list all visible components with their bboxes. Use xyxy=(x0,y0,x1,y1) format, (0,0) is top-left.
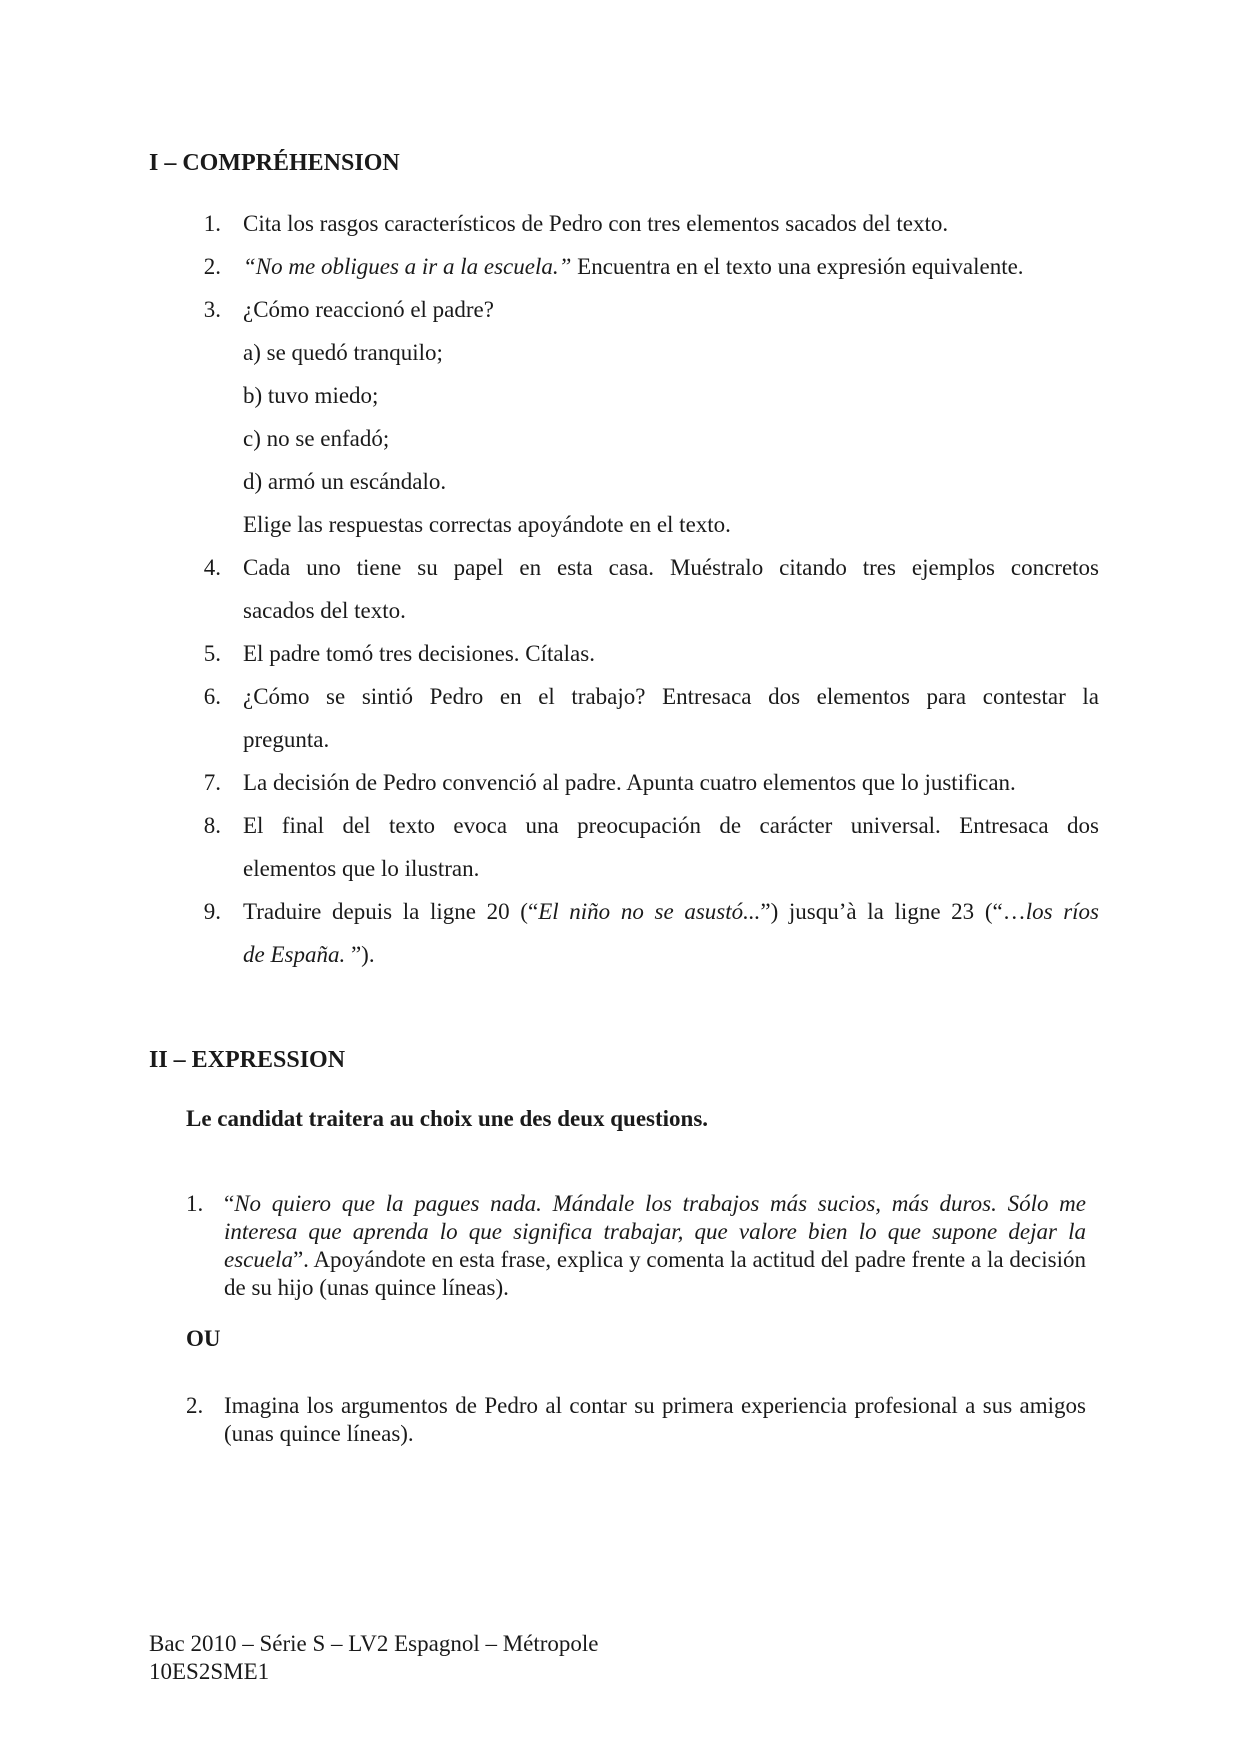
question-4 xyxy=(149,546,1099,589)
question-9 xyxy=(149,890,1099,933)
text-part: ”). xyxy=(345,942,375,967)
section-expression-title: II – EXPRESSION xyxy=(149,1047,346,1073)
question-text xyxy=(224,1190,1086,1302)
question-number: 1. xyxy=(186,1191,204,1216)
question-text: Cita los rasgos característicos de Pedro con tres elementos sacados del texto. xyxy=(243,211,949,236)
question-text-line-1: ¿Cómo se sintió Pedro en el trabajo? Entresaca dos elementos para contestar la xyxy=(243,684,1099,709)
question-text-line-2: pregunta. xyxy=(243,727,330,752)
question-number: 1. xyxy=(203,211,221,236)
expression-instruction: Le candidat traitera au choix une des deux questions. xyxy=(186,1106,709,1131)
question-text-line-1 xyxy=(243,890,1099,933)
question-text: La decisión de Pedro convenció al padre. Apunta cuatro elementos que lo justifican. xyxy=(243,770,1016,795)
footer-exam-code: 10ES2SME1 xyxy=(149,1659,270,1684)
question-text-line-2: sacados del texto. xyxy=(243,598,406,623)
question-3-instruction: Elige las respuestas correctas apoyándote en el texto. xyxy=(243,512,731,537)
question-text: El padre tomó tres decisiones. Cítalas. xyxy=(243,641,595,666)
answer-option-d: d) armó un escándalo. xyxy=(243,469,447,494)
answer-option-c: c) no se enfadó; xyxy=(243,426,390,451)
question-number: 7. xyxy=(203,770,221,795)
question-2 xyxy=(149,245,1099,288)
text-italic: de España. xyxy=(243,942,346,967)
question-number: 8. xyxy=(203,813,221,838)
question-number: 4. xyxy=(203,555,221,580)
question-number: 6. xyxy=(203,684,221,709)
question-number: 3. xyxy=(203,297,221,322)
question-text-line-1: El final del texto evoca una preocupación de carácter universal. Entresaca dos xyxy=(243,813,1099,838)
question-text-line-2 xyxy=(149,933,1099,976)
question-rest: Encuentra en el texto una expresión equivalente. xyxy=(571,254,1024,279)
question-6 xyxy=(149,675,1099,718)
question-text: Imagina los argumentos de Pedro al contar su primera experiencia profesional a sus amigos (unas quince líneas). xyxy=(224,1393,1086,1446)
section-comprehension-title: I – COMPRÉHENSION xyxy=(149,150,400,176)
question-text: ¿Cómo reaccionó el padre? xyxy=(243,297,494,322)
answer-option-a: a) se quedó tranquilo; xyxy=(243,340,443,365)
question-text-line-2: elementos que lo ilustran. xyxy=(243,856,480,881)
or-separator: OU xyxy=(186,1326,221,1351)
question-number: 5. xyxy=(203,641,221,666)
text-part: “ xyxy=(224,1191,235,1216)
comprehension-question-list xyxy=(149,202,1099,976)
question-text-line-1: Cada uno tiene su papel en esta casa. Muéstralo citando tres ejemplos concretos xyxy=(243,555,1099,580)
question-number: 2. xyxy=(203,254,221,279)
expression-question-2 xyxy=(186,1392,1086,1448)
text-italic: los ríos xyxy=(1025,899,1100,924)
page-footer xyxy=(149,1630,599,1686)
question-5 xyxy=(149,632,1099,675)
question-8 xyxy=(149,804,1099,847)
text-part: ”) jusqu’à la ligne 23 (“… xyxy=(760,899,1026,924)
text-part: ”. Apoyándote en esta frase, explica y comenta la actitud del padre frente a la decisión de su hijo (unas quince líneas). xyxy=(224,1247,1086,1300)
question-1 xyxy=(149,202,1099,245)
text-italic: El niño no se asustó... xyxy=(538,899,761,924)
question-7 xyxy=(149,761,1099,804)
question-number: 2. xyxy=(186,1393,204,1418)
question-text xyxy=(243,245,1099,288)
expression-question-1 xyxy=(186,1190,1086,1302)
question-quote: “No me obligues a ir a la escuela.” xyxy=(243,254,572,279)
footer-exam-title: Bac 2010 – Série S – LV2 Espagnol – Métropole xyxy=(149,1631,599,1656)
question-number: 9. xyxy=(203,899,221,924)
text-italic: No quiero que la pagues nada. Mándale los trabajos más sucios, más duros. Sólo me interesa que aprenda lo que significa trabajar, que valore bien lo que supone dejar la escuela xyxy=(224,1191,1086,1272)
question-3 xyxy=(149,288,1099,331)
text-part: Traduire depuis la ligne 20 (“ xyxy=(243,899,539,924)
answer-option-b: b) tuvo miedo; xyxy=(243,383,379,408)
